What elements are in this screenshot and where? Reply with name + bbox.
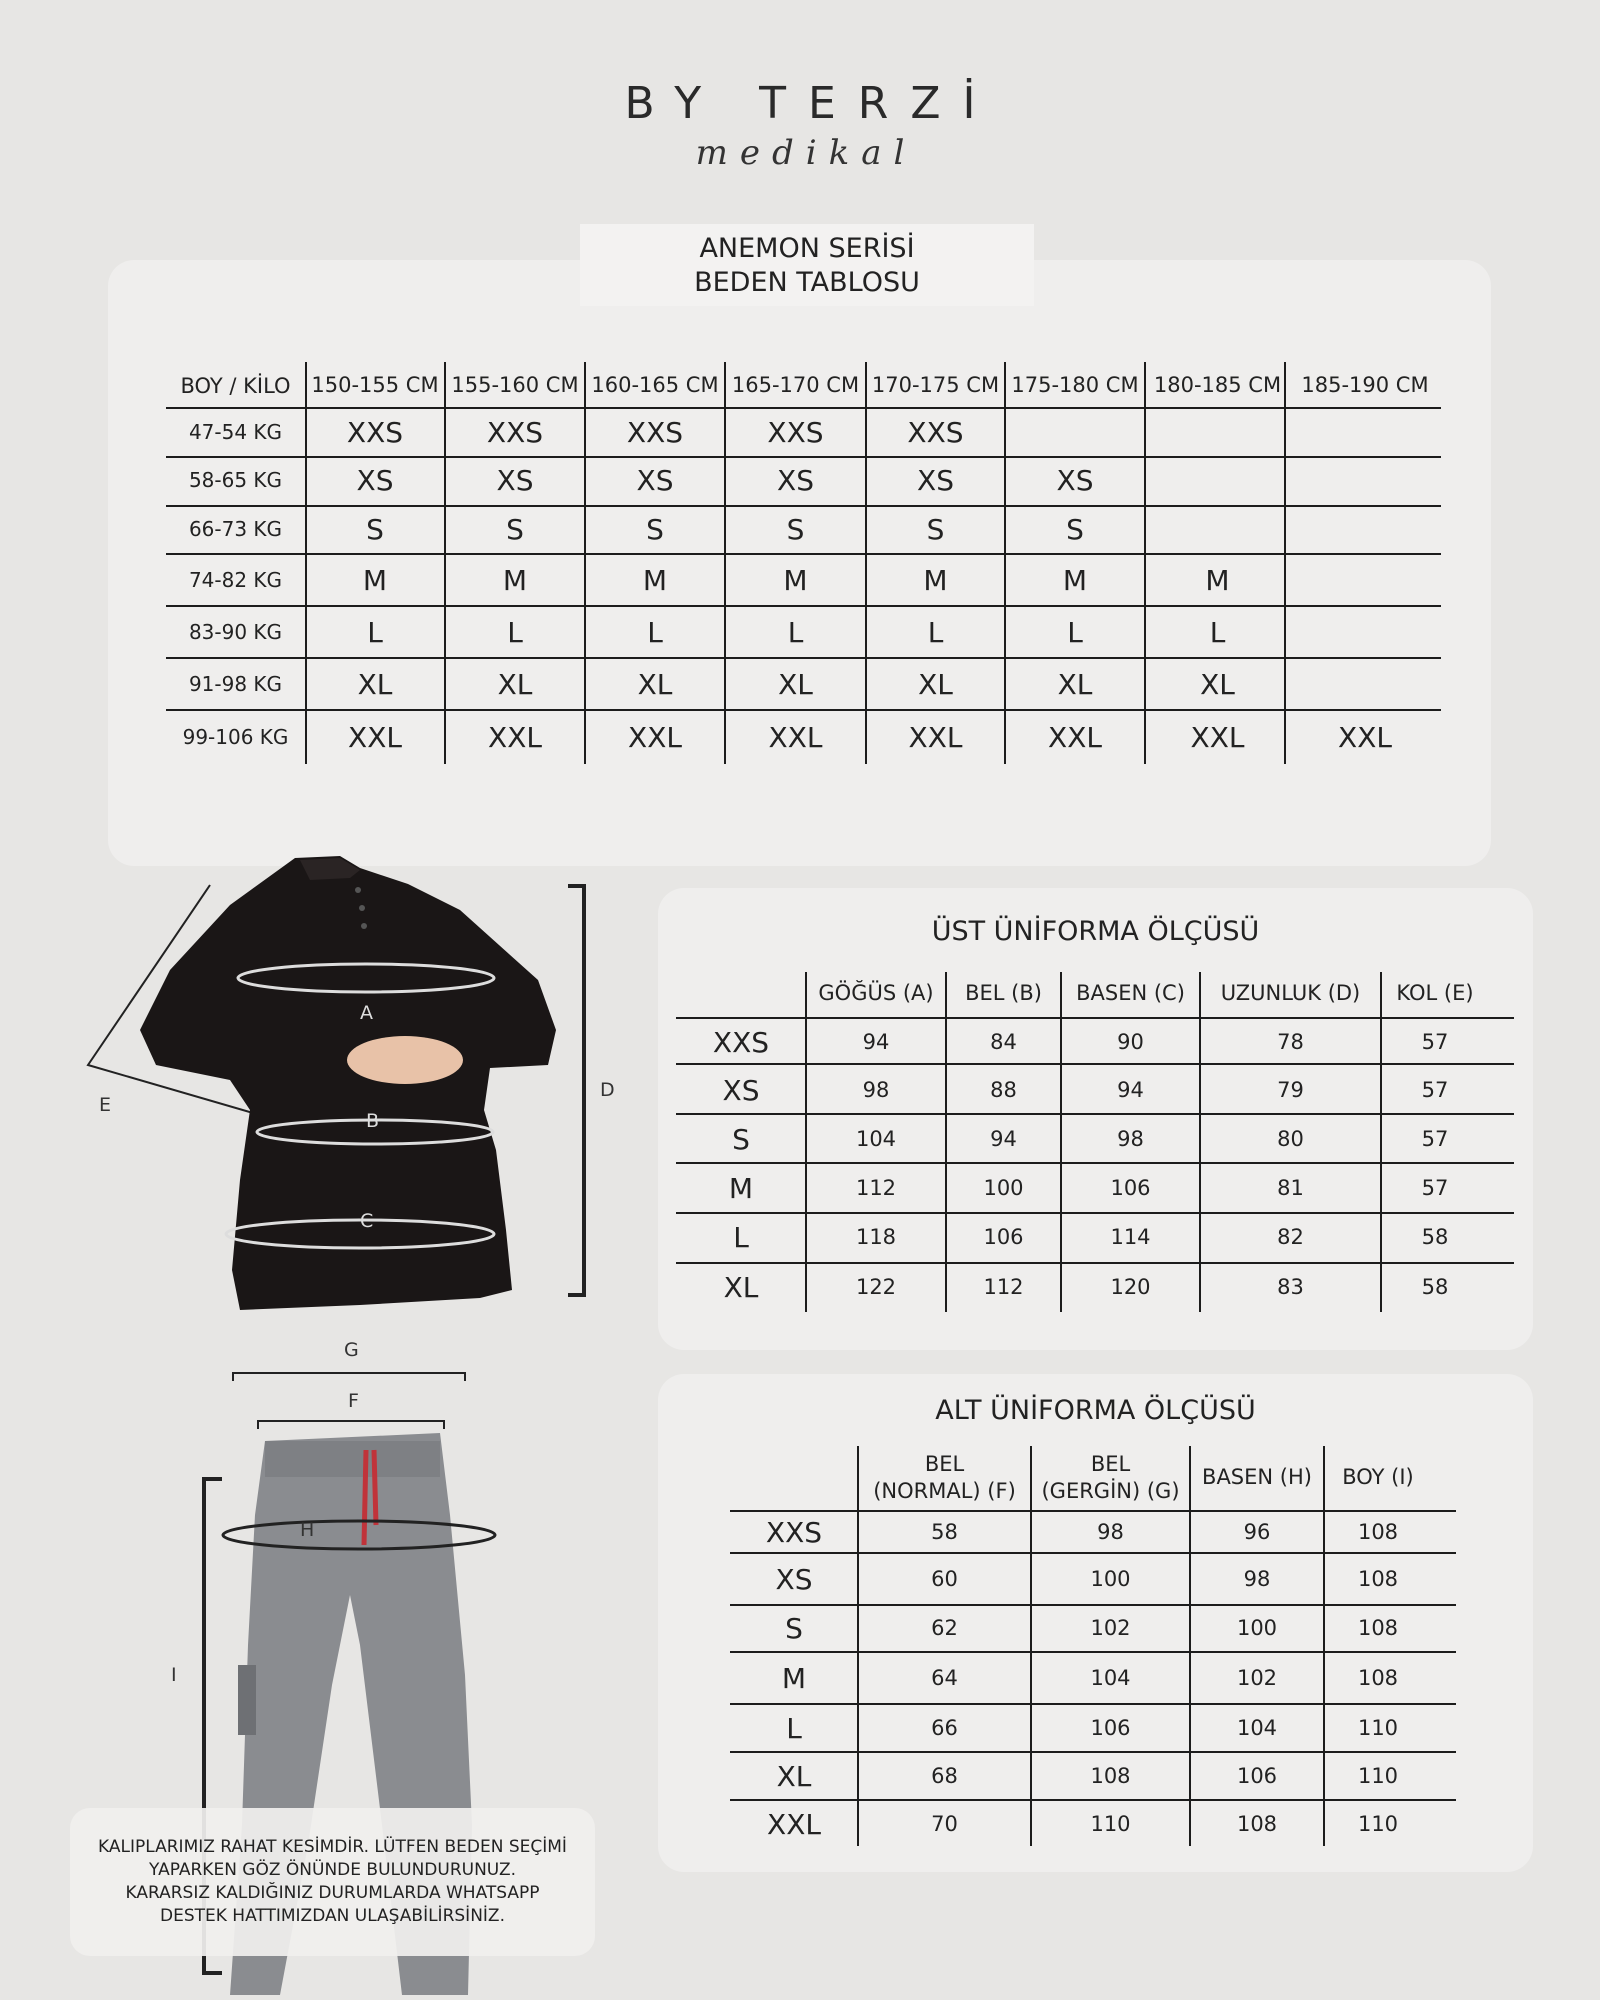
- fit-note: [70, 1808, 595, 1956]
- row-divider: [676, 1017, 1514, 1019]
- table-cell: 100: [1236, 1616, 1278, 1640]
- row-divider: [676, 1063, 1514, 1065]
- table-cell: M: [502, 563, 528, 597]
- table-cell: XL: [778, 667, 813, 701]
- column-divider: [865, 362, 867, 764]
- table-cell: 64: [931, 1666, 958, 1690]
- row-label: L: [733, 1220, 749, 1254]
- row-divider: [730, 1510, 1456, 1512]
- label-i: I: [171, 1664, 177, 1686]
- column-header-line: BEL: [924, 1451, 965, 1476]
- table-cell: 98: [862, 1078, 890, 1102]
- pants-waistband: [265, 1441, 440, 1477]
- size-chart-title-line1: ANEMON SERİSİ: [699, 233, 915, 264]
- row-label: XL: [723, 1270, 759, 1304]
- table-cell: 104: [1090, 1666, 1131, 1690]
- column-divider: [724, 362, 726, 764]
- column-header: [858, 1446, 1031, 1510]
- column-header: KOL (E): [1396, 981, 1474, 1006]
- row-label: 83-90 KG: [188, 620, 283, 644]
- column-header: 180-185 CM: [1153, 373, 1282, 398]
- row-divider: [166, 605, 1441, 607]
- table-cell: XS: [1056, 463, 1094, 497]
- table-cell: 102: [1236, 1666, 1278, 1690]
- table-cell: L: [1209, 615, 1226, 649]
- table-cell: 108: [1090, 1764, 1131, 1788]
- table-cell: 100: [983, 1176, 1024, 1200]
- table-cell: 106: [1236, 1764, 1278, 1788]
- table-cell: M: [1205, 563, 1230, 597]
- row-divider: [166, 553, 1441, 555]
- table-cell: 108: [1357, 1616, 1399, 1640]
- column-divider: [1199, 972, 1201, 1312]
- table-cell: XXS: [486, 415, 544, 449]
- label-e: E: [99, 1094, 112, 1116]
- table-cell: 106: [1110, 1176, 1151, 1200]
- table-cell: 82: [1277, 1225, 1304, 1249]
- row-label: XXS: [712, 1025, 770, 1059]
- row-label: 74-82 KG: [188, 568, 283, 592]
- table-cell: 108: [1357, 1666, 1399, 1690]
- table-cell: XXS: [346, 415, 404, 449]
- table-cell: XL: [637, 667, 673, 701]
- table-cell: 57: [1421, 1176, 1449, 1200]
- table-cell: S: [366, 512, 384, 546]
- bottom-measure-title: ALT ÜNİFORMA ÖLÇÜSÜ: [935, 1395, 1256, 1426]
- column-header: [1190, 1446, 1324, 1510]
- column-divider: [1144, 362, 1146, 764]
- waist-normal-bracket: [258, 1421, 444, 1429]
- column-divider: [1380, 972, 1382, 1312]
- top-measure-title: ÜST ÜNİFORMA ÖLÇÜSÜ: [931, 916, 1260, 947]
- column-header-line: (NORMAL) (F): [873, 1479, 1016, 1503]
- table-cell: XXL: [628, 720, 682, 754]
- row-divider: [166, 709, 1441, 711]
- table-cell: [1290, 408, 1440, 456]
- column-divider: [305, 362, 307, 764]
- row-divider: [166, 505, 1441, 507]
- table-cell: XL: [1200, 667, 1235, 701]
- table-cell: [1290, 658, 1440, 710]
- row-divider: [676, 1262, 1514, 1264]
- table-cell: 88: [990, 1078, 1017, 1102]
- table-cell: 66: [931, 1716, 958, 1740]
- table-cell: 100: [1090, 1567, 1131, 1591]
- row-label: M: [728, 1171, 754, 1205]
- hands: [347, 1036, 463, 1084]
- table-cell: [1145, 456, 1290, 504]
- table-cell: XXL: [348, 720, 402, 754]
- column-divider: [857, 1446, 859, 1846]
- row-divider: [730, 1651, 1456, 1653]
- table-cell: M: [642, 563, 668, 597]
- table-cell: S: [1066, 512, 1084, 546]
- column-header: BEL (B): [965, 981, 1042, 1006]
- column-divider: [1004, 362, 1006, 764]
- length-measure-bracket: [568, 886, 584, 1295]
- table-cell: XXL: [908, 720, 963, 754]
- column-header-line: BEL: [1090, 1451, 1131, 1476]
- table-cell: 60: [931, 1567, 958, 1591]
- shirt-figure: [60, 850, 680, 1350]
- cargo-pocket: [238, 1665, 256, 1735]
- column-divider: [805, 972, 807, 1312]
- column-divider: [1189, 1446, 1191, 1846]
- row-label: S: [785, 1611, 803, 1645]
- row-label: XXS: [765, 1515, 823, 1549]
- table-cell: 80: [1277, 1127, 1304, 1151]
- table-cell: XS: [636, 463, 674, 497]
- table-cell: 81: [1277, 1176, 1304, 1200]
- table-cell: 104: [1236, 1716, 1278, 1740]
- table-cell: 58: [931, 1520, 958, 1544]
- table-cell: M: [1062, 563, 1088, 597]
- table-cell: 68: [931, 1764, 958, 1788]
- table-cell: 118: [855, 1225, 897, 1249]
- row-divider: [166, 657, 1441, 659]
- table-cell: L: [647, 615, 663, 649]
- table-cell: 110: [1357, 1764, 1399, 1788]
- column-divider: [444, 362, 446, 764]
- table-cell: 110: [1090, 1812, 1131, 1836]
- table-cell: S: [646, 512, 664, 546]
- table-cell: L: [507, 615, 523, 649]
- row-label: XL: [776, 1759, 812, 1793]
- row-label: L: [786, 1711, 802, 1745]
- row-divider: [730, 1751, 1456, 1753]
- label-d: D: [600, 1079, 615, 1101]
- table-cell: S: [506, 512, 524, 546]
- shirt-collar: [300, 858, 360, 880]
- note-line: YAPARKEN GÖZ ÖNÜNDE BULUNDURUNUZ.: [149, 1860, 516, 1880]
- table-cell: [1290, 456, 1440, 504]
- table-cell: [1290, 554, 1440, 606]
- table-cell: 57: [1421, 1078, 1449, 1102]
- table-cell: XXL: [1338, 720, 1392, 754]
- column-divider: [584, 362, 586, 764]
- table-corner-header: BOY / KİLO: [180, 374, 291, 398]
- label-c: C: [360, 1210, 374, 1232]
- brand-logo: [0, 78, 1600, 173]
- table-cell: 108: [1357, 1567, 1399, 1591]
- label-f: F: [348, 1390, 359, 1412]
- column-header: [1031, 1446, 1190, 1510]
- row-label: 47-54 KG: [188, 420, 283, 444]
- column-header: 155-160 CM: [451, 373, 579, 398]
- table-cell: XXL: [1190, 720, 1245, 754]
- table-cell: XL: [1057, 667, 1093, 701]
- table-cell: 122: [855, 1275, 897, 1299]
- label-g: G: [344, 1339, 359, 1361]
- table-cell: XL: [918, 667, 953, 701]
- table-cell: 98: [1117, 1127, 1144, 1151]
- row-label: XXL: [767, 1807, 821, 1841]
- row-label: XS: [775, 1562, 813, 1596]
- brand-name: BY TERZİ: [624, 78, 998, 129]
- size-chart-title: [580, 224, 1034, 306]
- label-b: B: [366, 1110, 380, 1132]
- table-cell: 106: [983, 1225, 1024, 1249]
- table-cell: 110: [1357, 1812, 1399, 1836]
- row-divider: [730, 1799, 1456, 1801]
- column-divider: [1323, 1446, 1325, 1846]
- table-cell: 106: [1090, 1716, 1131, 1740]
- row-label: M: [781, 1661, 807, 1695]
- row-label: 66-73 KG: [188, 517, 283, 541]
- table-cell: XXL: [488, 720, 542, 754]
- button-icon: [355, 887, 361, 893]
- table-cell: 94: [862, 1030, 890, 1054]
- table-cell: 94: [990, 1127, 1017, 1151]
- row-label: XS: [722, 1073, 760, 1107]
- table-cell: 112: [855, 1176, 897, 1200]
- table-cell: 110: [1357, 1716, 1399, 1740]
- row-divider: [676, 1162, 1514, 1164]
- table-cell: L: [1067, 615, 1083, 649]
- table-cell: XL: [357, 667, 393, 701]
- note-line: KARARSIZ KALDIĞINIZ DURUMLARDA WHATSAPP: [125, 1883, 540, 1903]
- size-chart-title-line2: BEDEN TABLOSU: [694, 267, 920, 298]
- row-divider: [166, 407, 1441, 409]
- row-label: S: [732, 1122, 750, 1156]
- table-cell: 108: [1357, 1520, 1399, 1544]
- table-cell: 58: [1421, 1275, 1449, 1299]
- column-header-line: (GERGİN) (G): [1041, 1479, 1180, 1503]
- table-cell: 58: [1421, 1225, 1449, 1249]
- table-cell: 84: [990, 1030, 1017, 1054]
- table-cell: L: [787, 615, 804, 649]
- table-cell: L: [367, 615, 383, 649]
- brand-subtitle: medikal: [695, 133, 917, 173]
- table-cell: 98: [1097, 1520, 1124, 1544]
- table-cell: 102: [1090, 1616, 1131, 1640]
- table-cell: 114: [1110, 1225, 1151, 1249]
- table-cell: L: [927, 615, 944, 649]
- table-cell: [1290, 606, 1440, 658]
- row-divider: [676, 1212, 1514, 1214]
- column-header: 150-155 CM: [311, 373, 439, 398]
- column-header: [1324, 1446, 1432, 1510]
- row-divider: [730, 1703, 1456, 1705]
- table-cell: XXS: [626, 415, 684, 449]
- row-divider: [676, 1113, 1514, 1115]
- table-cell: XXS: [767, 415, 824, 449]
- column-header: 165-170 CM: [731, 373, 860, 398]
- row-divider: [730, 1552, 1456, 1554]
- table-cell: XS: [917, 463, 954, 497]
- note-line: DESTEK HATTIMIZDAN ULAŞABİLİRSİNİZ.: [160, 1906, 505, 1926]
- table-cell: 104: [855, 1127, 897, 1151]
- table-cell: XXL: [768, 720, 823, 754]
- waist-stretched-bracket: [233, 1373, 465, 1381]
- table-cell: 94: [1117, 1078, 1144, 1102]
- column-header: 185-190 CM: [1301, 373, 1429, 398]
- table-cell: XXL: [1048, 720, 1102, 754]
- column-header-line: BOY (I): [1342, 1465, 1414, 1490]
- table-cell: [1145, 408, 1290, 456]
- row-label: 58-65 KG: [188, 468, 283, 492]
- table-cell: XXS: [907, 415, 964, 449]
- table-cell: [1005, 408, 1145, 456]
- table-cell: 98: [1243, 1567, 1271, 1591]
- table-cell: S: [926, 512, 945, 546]
- table-cell: 83: [1277, 1275, 1304, 1299]
- table-cell: [1290, 504, 1440, 554]
- table-cell: 62: [931, 1616, 958, 1640]
- column-header-line: BASEN (H): [1202, 1465, 1312, 1490]
- table-cell: M: [783, 563, 808, 597]
- row-divider: [166, 456, 1441, 458]
- table-cell: XS: [496, 463, 534, 497]
- table-cell: XS: [356, 463, 394, 497]
- table-cell: XS: [777, 463, 814, 497]
- table-cell: [1145, 504, 1290, 554]
- column-header: BASEN (C): [1076, 981, 1185, 1006]
- button-icon: [361, 923, 367, 929]
- column-divider: [1284, 362, 1286, 764]
- table-cell: 70: [931, 1812, 958, 1836]
- table-cell: 90: [1117, 1030, 1144, 1054]
- row-divider: [730, 1604, 1456, 1606]
- label-a: A: [360, 1002, 373, 1024]
- column-header: UZUNLUK (D): [1220, 981, 1361, 1006]
- table-cell: 57: [1421, 1030, 1449, 1054]
- column-header: 175-180 CM: [1011, 373, 1139, 398]
- table-cell: M: [362, 563, 388, 597]
- table-cell: 96: [1243, 1520, 1271, 1544]
- column-header: GÖĞÜS (A): [818, 981, 934, 1006]
- row-label: 91-98 KG: [188, 672, 283, 696]
- column-header: 170-175 CM: [871, 373, 1000, 398]
- note-line: KALIPLARIMIZ RAHAT KESİMDİR. LÜTFEN BEDEN SEÇİMİ: [98, 1837, 567, 1857]
- button-icon: [359, 905, 365, 911]
- table-cell: 108: [1236, 1812, 1278, 1836]
- table-cell: 112: [983, 1275, 1024, 1299]
- label-h: H: [300, 1519, 315, 1541]
- column-divider: [1060, 972, 1062, 1312]
- column-divider: [1030, 1446, 1032, 1846]
- table-cell: 79: [1277, 1078, 1304, 1102]
- column-header: 160-165 CM: [591, 373, 719, 398]
- table-cell: S: [786, 512, 805, 546]
- table-cell: 78: [1277, 1030, 1304, 1054]
- column-divider: [945, 972, 947, 1312]
- table-cell: 120: [1110, 1275, 1151, 1299]
- drawstring: [364, 1450, 366, 1545]
- table-cell: 57: [1421, 1127, 1449, 1151]
- row-label: 99-106 KG: [182, 725, 289, 749]
- shirt-body: [140, 856, 556, 1310]
- drawstring: [374, 1450, 376, 1525]
- table-cell: M: [923, 563, 948, 597]
- table-cell: XL: [497, 667, 533, 701]
